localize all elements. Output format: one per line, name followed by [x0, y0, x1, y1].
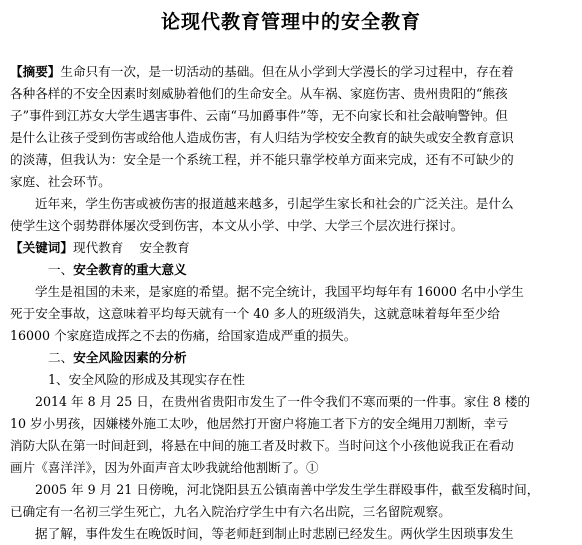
section1-number: 一、	[48, 262, 74, 277]
abstract-text-1: 生命只有一次，是一切活动的基础。但在从小学到大学漫长的学习过程中，存在着	[60, 64, 514, 79]
section1-title: 安全教育的重大意义	[73, 262, 187, 277]
abstract-line-4: 是什么让孩子受到伤害或给他人造成伤害，有人归结为学校安全教育的缺失或安全教育意识	[10, 130, 514, 145]
abstract-para2-line-2: 使学生这个弱势群体屡次受到伤害，本文从小学、中学、大学三个层次进行探讨。	[10, 218, 464, 233]
abstract-line-2: 各种各样的不安全因素时刻威胁着他们的生命安全。从车祸、家庭伤害、贵州贵阳的“熊孩	[10, 86, 508, 101]
keyword-1: 现代教育	[72, 240, 124, 255]
document-title: 论现代教育管理中的安全教育	[160, 11, 421, 33]
section1-line-1: 学生是祖国的未来，是家庭的希望。据不完全统计，我国平均每年有 16000 名中小学生	[35, 284, 524, 299]
section2-subheading: 1、安全风险的形成及其现实存在性	[48, 372, 245, 387]
section2-para1-line-2: 10 岁小男孩，因嫌楼外施工太吵，他居然打开窗户将施工者下方的安全绳用刀割断，幸亏	[10, 416, 509, 431]
abstract-line-6: 家庭、社会环节。	[10, 174, 111, 189]
section1-line-3: 16000 个家庭造成挥之不去的伤痛，给国家造成严重的损失。	[10, 328, 357, 343]
section2-heading	[10, 347, 572, 369]
abstract-label: 【摘要】	[10, 64, 61, 79]
section2-para1-line-1: 2014 年 8 月 25 日，在贵州省贵阳市发生了一件令我们不寒而栗的一件事。家住 8 楼的	[35, 394, 531, 409]
section2-para2-line-1: 2005 年 9 月 21 日傍晚，河北饶阳县五公镇南善中学发生学生群殴事件，截至发稿时间，	[35, 482, 540, 497]
keyword-2: 安全教育	[139, 240, 190, 255]
section2-title: 安全风险因素的分析	[73, 350, 187, 365]
section2-para2-line-2: 已确定有一名初三学生死亡，九名入院治疗学生中有六名出院，三名留院观察。	[10, 504, 451, 519]
section2-para1-line-4: 画片《喜洋洋》，因为外面声音太吵我就给他割断了。①	[10, 460, 319, 475]
keywords-label: 【关键词】	[10, 240, 73, 255]
abstract-line-3: 子”事件到江苏女大学生遇害事件、云南“马加爵事件”等，无不向家长和社会敲响警钟。但	[10, 108, 508, 123]
section1-heading	[10, 259, 572, 281]
abstract-line-5: 的淡薄，但我认为：安全是一个系统工程，并不能只靠学校单方面来完成，还有不可缺少的	[10, 152, 514, 167]
section2-para1-line-3: 消防大队在第一时间赶到，将悬在中间的施工者及时救下。当时问这个小孩他说我正在看动	[10, 438, 514, 453]
keywords-line	[10, 237, 572, 259]
section2-para3-line-1: 据了解，事件发生在晚饭时间，等老师赶到制止时悲剧已经发生。两伙学生因琐事发生	[35, 526, 514, 541]
section1-line-2: 死于安全事故，这意味着平均每天就有一个 40 多人的班级消失，这就意味着每年至少给	[10, 306, 501, 321]
abstract-para2-line-1: 近年来，学生伤害或被伤害的报道越来越多，引起学生家长和社会的广泛关注。是什么	[35, 196, 514, 211]
document-body	[10, 61, 572, 545]
abstract-line-1	[10, 61, 572, 83]
section2-number: 二、	[48, 350, 74, 365]
